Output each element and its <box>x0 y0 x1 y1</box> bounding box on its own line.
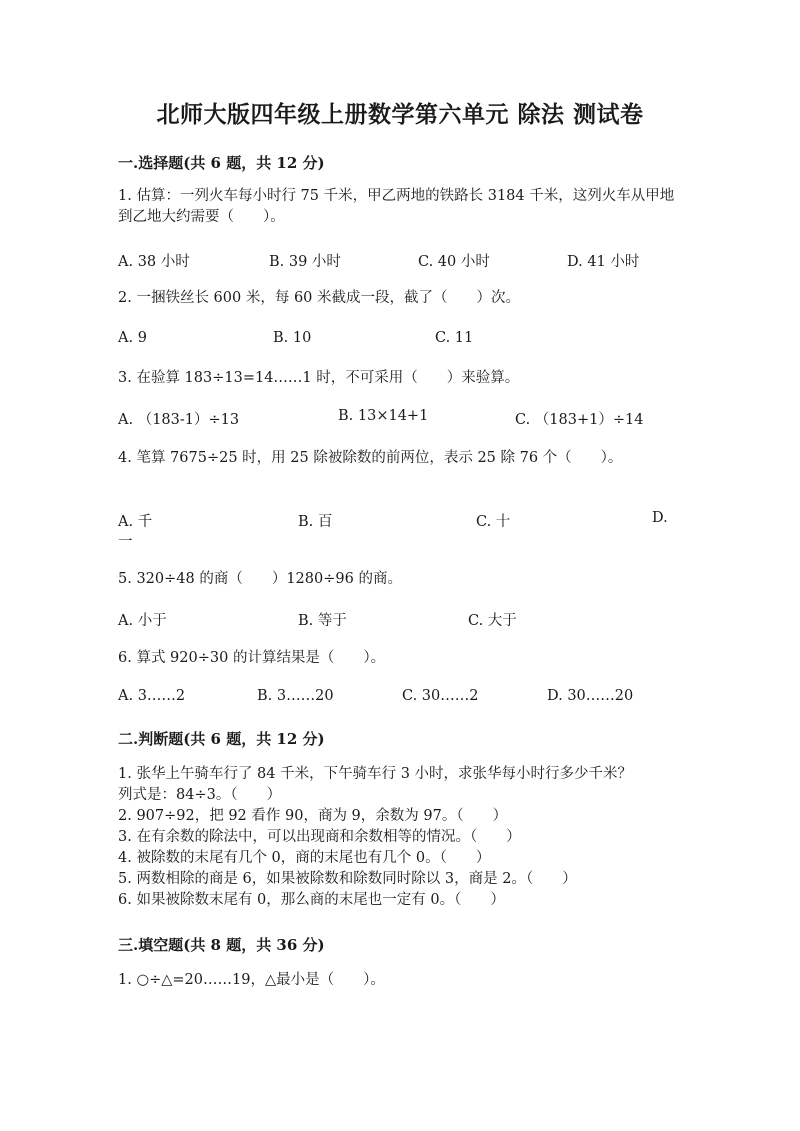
fill-question-1: 1. ○÷△=20……19，△最小是（ ）。 <box>118 972 385 988</box>
question-2: 2. 一捆铁丝长 600 米，每 60 米截成一段，截了（ ）次。 <box>118 290 521 306</box>
section-heading-fill: 三.填空题(共 8 题，共 36 分) <box>118 936 325 954</box>
option-a: A. （183-1）÷13 <box>118 412 240 428</box>
section-heading-choice: 一.选择题(共 6 题，共 12 分) <box>118 154 325 172</box>
option-d: D. 41 小时 <box>567 254 640 270</box>
judge-line: 列式是：84÷3。（ ） <box>118 787 282 803</box>
option-b: B. 等于 <box>298 613 347 629</box>
option-c: C. 30……2 <box>402 688 479 704</box>
option-a: A. 小于 <box>118 613 167 629</box>
option-a: A. 9 <box>118 330 147 346</box>
question-3: 3. 在验算 183÷13=14……1 时，不可采用（ ）来验算。 <box>118 370 520 386</box>
option-a: A. 千 <box>118 514 153 530</box>
option-b: B. 百 <box>298 514 333 530</box>
page-title: 北师大版四年级上册数学第六单元 除法 测试卷 <box>156 101 644 128</box>
option-d: D. <box>652 510 668 526</box>
question-6: 6. 算式 920÷30 的计算结果是（ ）。 <box>118 650 386 666</box>
option-a: A. 38 小时 <box>118 254 190 270</box>
option-c: C. 40 小时 <box>418 254 490 270</box>
option-b: B. 3……20 <box>257 688 334 704</box>
judge-line: 1. 张华上午骑车行了 84 千米，下午骑车行 3 小时，求张华每小时行多少千米？ <box>118 766 633 782</box>
option-d: D. 30……20 <box>547 688 634 704</box>
option-d-text: 一 <box>118 534 133 550</box>
judge-line: 4. 被除数的末尾有几个 0，商的末尾也有几个 0。（ ） <box>118 850 491 866</box>
option-c: C. 11 <box>435 330 474 346</box>
judge-line: 6. 如果被除数末尾有 0，那么商的末尾也一定有 0。（ ） <box>118 892 505 908</box>
option-b: B. 13×14+1 <box>338 408 429 424</box>
option-c: C. 大于 <box>468 613 517 629</box>
question-1: 1. 估算：一列火车每小时行 75 千米，甲乙两地的铁路长 3184 千米，这列火车从甲地到乙地大约需要（ ）。 <box>118 188 675 225</box>
judge-line: 3. 在有余数的除法中，可以出现商和余数相等的情况。（ ） <box>118 829 521 845</box>
question-5: 5. 320÷48 的商（ ）1280÷96 的商。 <box>118 571 402 587</box>
option-b: B. 10 <box>273 330 312 346</box>
judge-line: 5. 两数相除的商是 6，如果被除数和除数同时除以 3，商是 2。（ ） <box>118 871 577 887</box>
option-b: B. 39 小时 <box>269 254 341 270</box>
option-c: C. （183+1）÷14 <box>515 412 644 428</box>
option-c: C. 十 <box>476 514 511 530</box>
judge-line: 2. 907÷92，把 92 看作 90，商为 9，余数为 97。（ ） <box>118 808 508 824</box>
section-heading-judge: 二.判断题(共 6 题，共 12 分) <box>118 730 325 748</box>
question-4: 4. 笔算 7675÷25 时，用 25 除被除数的前两位，表示 25 除 76 个（ ）。 <box>118 450 623 466</box>
option-a: A. 3……2 <box>118 688 186 704</box>
